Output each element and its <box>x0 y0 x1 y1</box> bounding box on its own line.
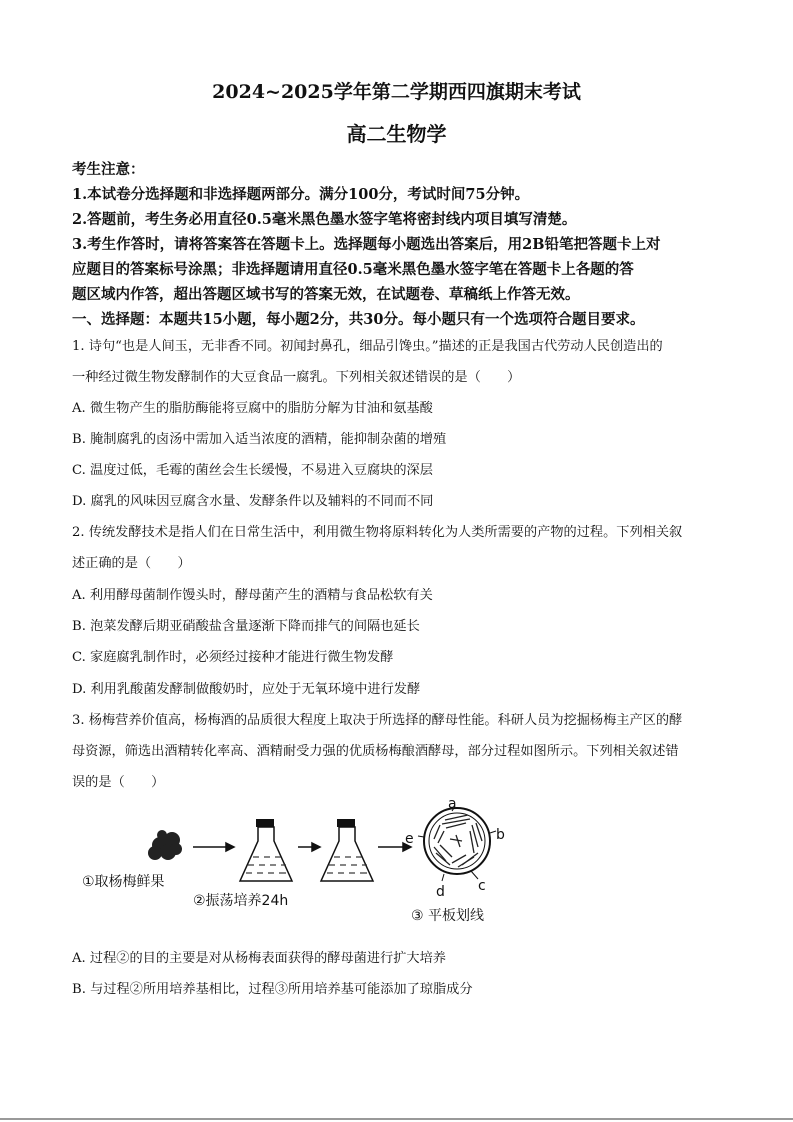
section-heading: 一、选择题：本题共15小题，每小题2分，共30分。每小题只有一个选项符合题目要求。 <box>72 311 645 328</box>
notice-item-2: 2.答题前，考生务必用直径0.5毫米黑色墨水签字笔将密封线内项目填写清楚。 <box>72 211 577 228</box>
q3-option-b: B. 与过程②所用培养基相比，过程③所用培养基可能添加了琼脂成分 <box>72 982 473 997</box>
figure-step-1-label: ①取杨梅鲜果 <box>82 874 165 890</box>
notice-item-3-line-3: 题区域内作答，超出答题区域书写的答案无效，在试题卷、草稿纸上作答无效。 <box>72 286 580 303</box>
q1-stem-line-2: 一种经过微生物发酵制作的大豆食品一腐乳。下列相关叙述错误的是（ ） <box>72 370 521 385</box>
q2-option-d: D. 利用乳酸菌发酵制做酸奶时，应处于无氧环境中进行发酵 <box>72 682 421 697</box>
q3-stem-line-2: 母资源，筛选出酒精转化率高、酒精耐受力强的优质杨梅酿酒酵母，部分过程如图所示。下列相关叙述错 <box>72 744 679 759</box>
bayberry-fruit-icon <box>148 830 182 860</box>
q3-figure <box>0 795 793 930</box>
plate-region-a-label: a <box>448 796 457 812</box>
q3-stem-line-3: 误的是（ ） <box>72 775 165 790</box>
figure-step-3-label: ③ 平板划线 <box>411 908 485 924</box>
exam-title: 2024~2025学年第二学期西四旗期末考试 <box>212 81 581 103</box>
q2-stem-line-2: 述正确的是（ ） <box>72 556 191 571</box>
streak-plate-icon <box>418 808 496 881</box>
culture-flask-icon <box>321 819 373 881</box>
culture-flask-icon <box>240 819 292 881</box>
notice-item-3-line-2: 应题目的答案标号涂黑；非选择题请用直径0.5毫米黑色墨水签字笔在答题卡上各题的答 <box>72 261 634 278</box>
plate-region-c-label: c <box>478 878 486 894</box>
q2-option-c: C. 家庭腐乳制作时，必须经过接种才能进行微生物发酵 <box>72 650 394 665</box>
notice-item-3-line-1: 3.考生作答时，请将答案答在答题卡上。选择题每小题选出答案后，用2B铅笔把答题卡上对 <box>72 236 661 253</box>
q1-option-c: C. 温度过低，毛霉的菌丝会生长缓慢，不易进入豆腐块的深层 <box>72 463 433 478</box>
q3-option-a: A. 过程②的目的主要是对从杨梅表面获得的酵母菌进行扩大培养 <box>72 951 446 966</box>
q2-stem-line-1: 2. 传统发酵技术是指人们在日常生活中，利用微生物将原料转化为人类所需要的产物的过程。下列相关叙 <box>72 525 683 540</box>
notice-item-1: 1.本试卷分选择题和非选择题两部分。满分100分，考试时间75分钟。 <box>72 186 530 203</box>
q1-option-d: D. 腐乳的风味因豆腐含水量、发酵条件以及辅料的不同而不同 <box>72 494 434 509</box>
q2-option-b: B. 泡菜发酵后期亚硝酸盐含量逐渐下降而排气的间隔也延长 <box>72 619 420 634</box>
plate-region-e-label: e <box>405 831 414 847</box>
page-bottom-divider <box>0 1118 793 1120</box>
subject-title: 高二生物学 <box>346 122 447 146</box>
notice-heading: 考生注意： <box>72 161 145 178</box>
plate-region-d-label: d <box>436 884 445 900</box>
plate-region-b-label: b <box>496 827 505 843</box>
q2-option-a: A. 利用酵母菌制作馒头时，酵母菌产生的酒精与食品松软有关 <box>72 588 433 603</box>
q1-stem-line-1: 1. 诗句“也是人间玉，无非香不同。初闻封鼻孔，细品引馋虫。”描述的正是我国古代劳动人民创造出的 <box>72 339 663 354</box>
q1-option-a: A. 微生物产生的脂肪酶能将豆腐中的脂肪分解为甘油和氨基酸 <box>72 401 433 416</box>
q3-stem-line-1: 3. 杨梅营养价值高，杨梅酒的品质很大程度上取决于所选择的酵母性能。科研人员为挖掘杨梅主产区的酵 <box>72 713 683 728</box>
q1-option-b: B. 腌制腐乳的卤汤中需加入适当浓度的酒精，能抑制杂菌的增殖 <box>72 432 447 447</box>
arrow-right-icon <box>298 843 320 851</box>
figure-step-2-label: ②振荡培养24h <box>193 893 289 909</box>
arrow-right-icon <box>193 843 234 851</box>
